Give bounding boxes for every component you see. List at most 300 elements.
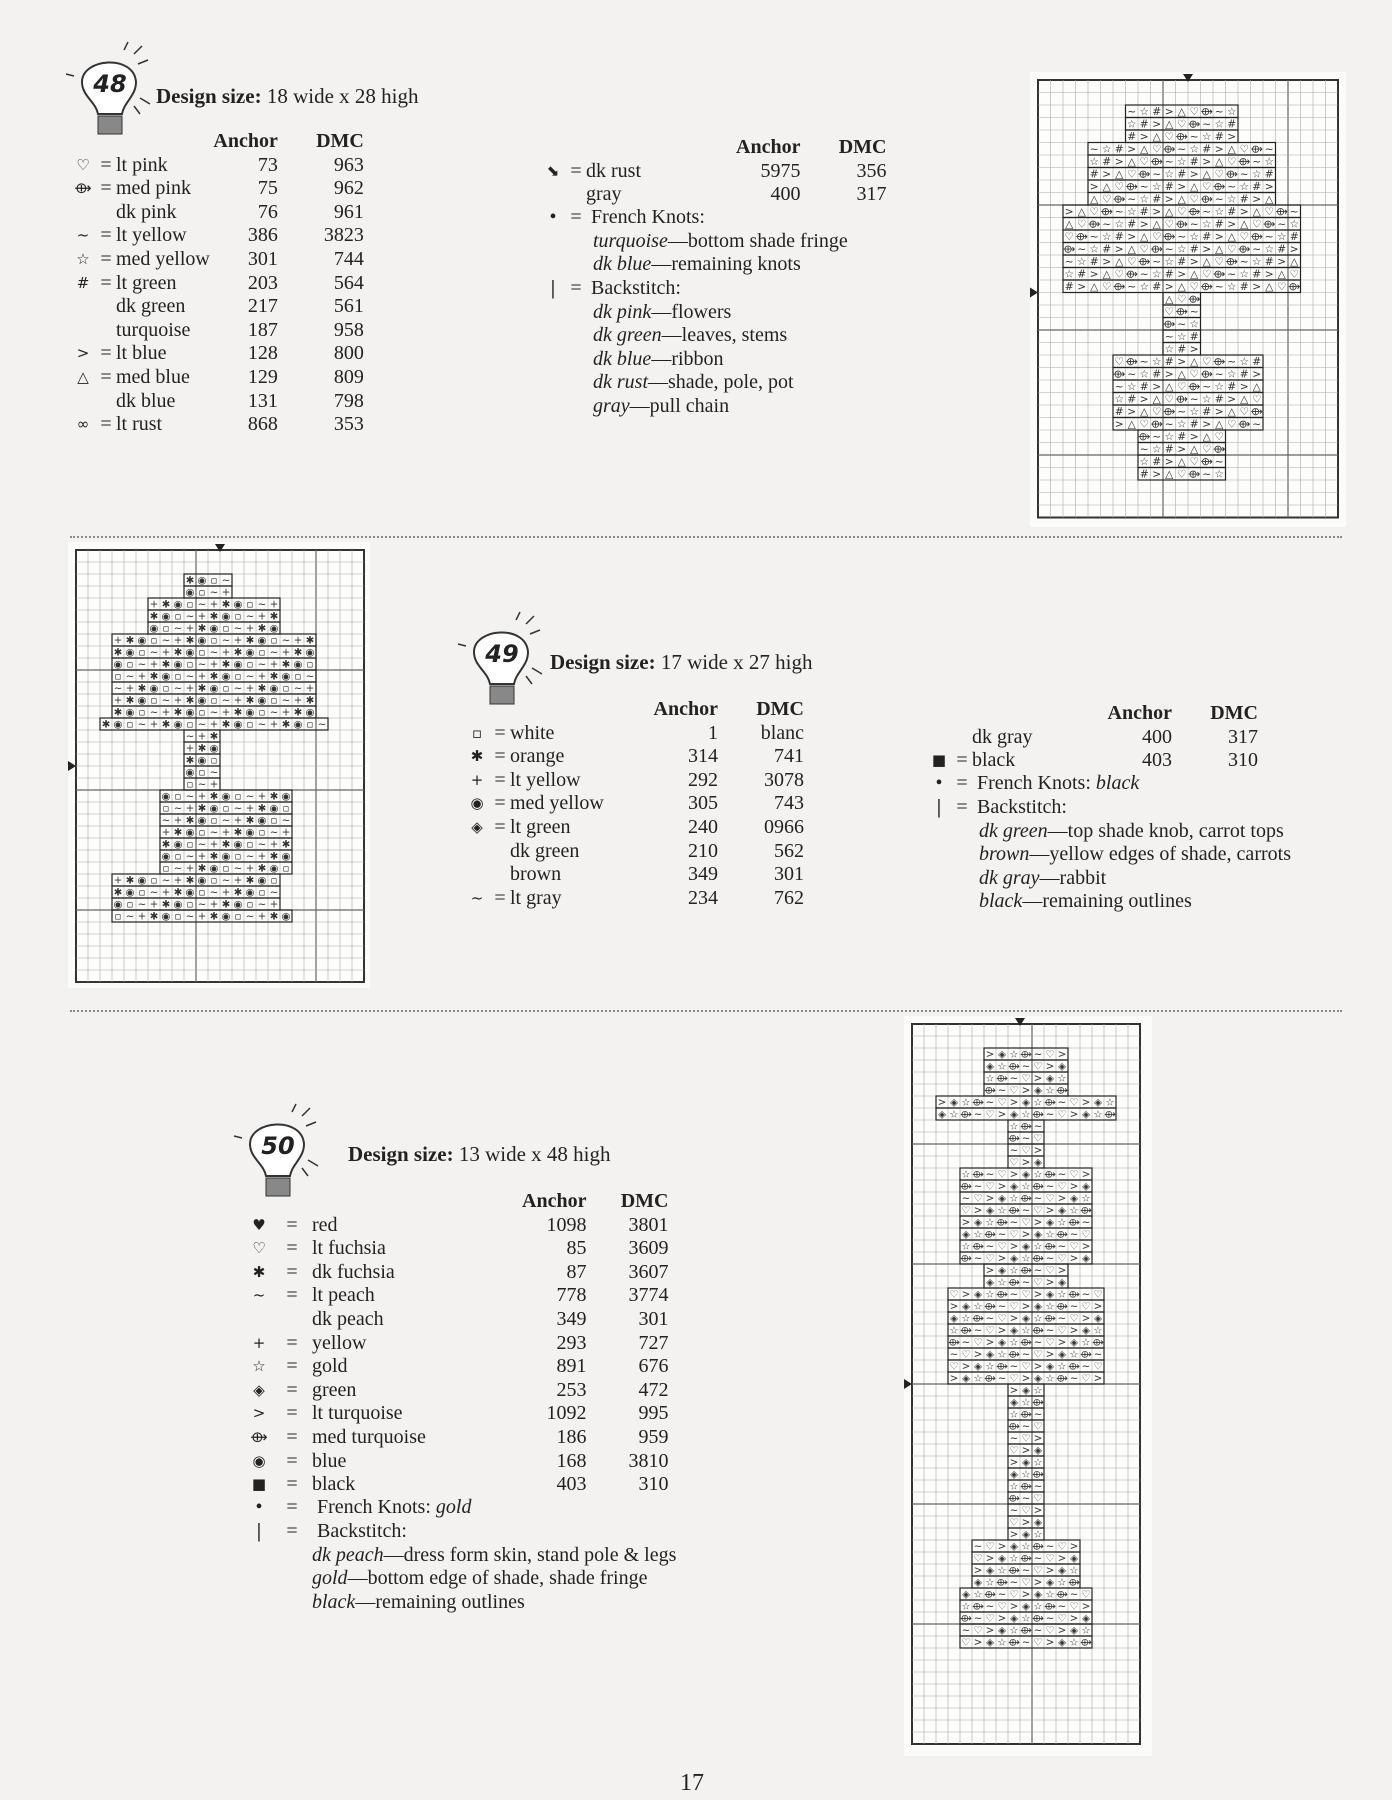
svg-text:~: ~ xyxy=(1164,417,1174,431)
svg-text:~: ~ xyxy=(1021,1637,1031,1649)
svg-text:◈: ◈ xyxy=(986,1205,994,1217)
svg-text:◉: ◉ xyxy=(137,875,147,887)
svg-text:>: > xyxy=(1069,1613,1079,1625)
svg-text:+: + xyxy=(221,827,231,839)
svg-text:~: ~ xyxy=(233,623,243,635)
svg-text:☆: ☆ xyxy=(961,1169,971,1181)
svg-text:△: △ xyxy=(1152,130,1161,143)
svg-text:✱: ✱ xyxy=(257,803,267,815)
svg-text:✱: ✱ xyxy=(245,815,255,827)
design-50-number: 50 xyxy=(261,1132,295,1160)
svg-text:>: > xyxy=(1033,1145,1043,1157)
svg-text:△: △ xyxy=(1202,167,1211,181)
svg-text:♡: ♡ xyxy=(1033,1565,1043,1577)
svg-text:◈: ◈ xyxy=(1022,1313,1030,1325)
svg-text:△: △ xyxy=(1102,267,1111,281)
svg-text:~: ~ xyxy=(185,611,195,623)
svg-text:~: ~ xyxy=(1045,1325,1055,1337)
svg-text:✱: ✱ xyxy=(185,755,195,767)
svg-text:☆: ☆ xyxy=(1139,455,1150,468)
svg-text:◈: ◈ xyxy=(938,1109,946,1121)
svg-text:>: > xyxy=(1189,167,1199,181)
svg-text:✱: ✱ xyxy=(233,887,243,899)
svg-text:◉: ◉ xyxy=(137,695,147,707)
svg-text:◉: ◉ xyxy=(197,875,207,887)
svg-text:~: ~ xyxy=(1009,1361,1019,1373)
svg-text:⟴: ⟴ xyxy=(1068,1577,1080,1589)
svg-text:+: + xyxy=(173,815,183,827)
equals-sign: = xyxy=(100,177,112,200)
svg-text:◉: ◉ xyxy=(113,899,123,911)
svg-text:>: > xyxy=(1045,1061,1055,1073)
svg-text:☆: ☆ xyxy=(1093,1109,1103,1121)
svg-text:⟴: ⟴ xyxy=(948,1337,960,1349)
svg-text:#: # xyxy=(1202,230,1212,243)
svg-text:⟴: ⟴ xyxy=(1213,267,1226,281)
svg-text:▫: ▫ xyxy=(198,827,206,839)
svg-text:>: > xyxy=(1009,1097,1019,1109)
svg-text:◉: ◉ xyxy=(281,911,291,923)
svg-text:⟴: ⟴ xyxy=(1250,142,1263,156)
svg-text:~: ~ xyxy=(209,767,219,779)
svg-text:+: + xyxy=(185,803,195,815)
french-knots-label: French Knots: xyxy=(591,206,705,228)
svg-text:⟴: ⟴ xyxy=(1008,1061,1020,1073)
equals-sign: = xyxy=(494,792,506,815)
svg-text:#: # xyxy=(1102,242,1112,256)
svg-text:+: + xyxy=(221,887,231,899)
anchor-number: 293 xyxy=(556,1331,587,1354)
stitch-color: turquoise xyxy=(593,229,668,252)
svg-text:◉: ◉ xyxy=(125,887,135,899)
backstitch-item xyxy=(979,820,1291,844)
svg-text:☆: ☆ xyxy=(985,1577,995,1589)
symbol-icon: ♡ xyxy=(252,1239,266,1258)
anchor-number: 186 xyxy=(556,1425,587,1448)
svg-text:◉: ◉ xyxy=(149,683,159,695)
svg-text:~: ~ xyxy=(1081,1361,1091,1373)
svg-text:▫: ▫ xyxy=(186,599,194,611)
svg-text:⟴: ⟴ xyxy=(960,1253,972,1265)
equals-sign: = xyxy=(494,745,506,768)
svg-text:☆: ☆ xyxy=(1045,1373,1055,1385)
svg-text:☆: ☆ xyxy=(1226,192,1237,206)
svg-text:>: > xyxy=(1093,1301,1103,1313)
svg-text:♡: ♡ xyxy=(1069,1097,1079,1109)
svg-text:☆: ☆ xyxy=(1264,242,1275,256)
svg-text:~: ~ xyxy=(305,671,315,683)
svg-text:⟴: ⟴ xyxy=(1125,355,1138,368)
svg-text:>: > xyxy=(1227,392,1237,406)
svg-text:~: ~ xyxy=(269,827,279,839)
svg-text:⟴: ⟴ xyxy=(1020,1265,1032,1277)
color-row xyxy=(246,1450,668,1474)
svg-text:~: ~ xyxy=(1139,180,1149,193)
svg-text:△: △ xyxy=(1090,192,1099,206)
symbol-icon: + xyxy=(470,770,484,789)
svg-text:>: > xyxy=(1177,442,1187,456)
equals-sign: = xyxy=(286,1378,298,1401)
dmc-number: 3609 xyxy=(628,1237,669,1260)
color-name: lt green xyxy=(510,815,571,838)
svg-text:♡: ♡ xyxy=(1009,1373,1019,1385)
svg-text:☆: ☆ xyxy=(1081,1193,1091,1205)
svg-text:⟴: ⟴ xyxy=(972,1313,984,1325)
symbol-icon: ∞ xyxy=(76,415,90,434)
svg-text:▫: ▫ xyxy=(162,803,170,815)
svg-text:♡: ♡ xyxy=(1201,355,1212,368)
svg-text:>: > xyxy=(1009,1169,1019,1181)
color-row xyxy=(464,816,804,840)
svg-text:☆: ☆ xyxy=(1064,267,1075,281)
svg-text:⟴: ⟴ xyxy=(1020,1481,1032,1493)
svg-text:☆: ☆ xyxy=(1164,167,1175,181)
svg-text:⟴: ⟴ xyxy=(1020,1409,1032,1421)
svg-text:⟴: ⟴ xyxy=(1032,1109,1044,1121)
anchor-number: 305 xyxy=(688,792,718,815)
svg-text:☆: ☆ xyxy=(1139,367,1150,381)
svg-text:◉: ◉ xyxy=(281,851,291,863)
svg-text:>: > xyxy=(997,1613,1007,1625)
svg-text:✱: ✱ xyxy=(221,899,231,911)
svg-text:~: ~ xyxy=(233,803,243,815)
symbol-icon: # xyxy=(76,273,90,292)
svg-text:◉: ◉ xyxy=(161,671,171,683)
svg-text:✱: ✱ xyxy=(125,635,135,647)
svg-text:◈: ◈ xyxy=(1034,1445,1042,1457)
svg-text:△: △ xyxy=(1190,267,1199,281)
svg-text:△: △ xyxy=(1140,142,1149,156)
svg-text:+: + xyxy=(233,635,243,647)
color-name: lt peach xyxy=(312,1284,375,1307)
svg-text:#: # xyxy=(1139,205,1149,218)
svg-text:☆: ☆ xyxy=(1189,405,1200,418)
svg-text:~: ~ xyxy=(1227,267,1237,281)
symbol-icon: ~ xyxy=(470,888,484,907)
svg-text:△: △ xyxy=(1190,180,1199,193)
svg-text:⟴: ⟴ xyxy=(960,1613,972,1625)
svg-text:△: △ xyxy=(1127,155,1136,168)
svg-text:~: ~ xyxy=(185,791,195,803)
svg-text:⟴: ⟴ xyxy=(1008,1565,1020,1577)
equals-sign: = xyxy=(286,1425,298,1448)
equals-sign: = xyxy=(494,886,506,909)
svg-text:☆: ☆ xyxy=(1164,430,1175,443)
design-48-size-label: Design size: xyxy=(156,84,262,108)
equals-sign: = xyxy=(286,1473,298,1496)
svg-text:~: ~ xyxy=(209,887,219,899)
svg-text:✱: ✱ xyxy=(113,647,123,659)
symbol-icon xyxy=(246,1308,272,1332)
svg-text:+: + xyxy=(257,611,267,623)
svg-text:#: # xyxy=(1252,267,1262,281)
stitch-area: —remaining outlines xyxy=(355,1590,525,1613)
svg-text:◈: ◈ xyxy=(998,1337,1006,1349)
symbol-icon: ☆ xyxy=(76,249,90,268)
svg-text:▫: ▫ xyxy=(126,719,134,731)
svg-text:~: ~ xyxy=(257,599,267,611)
svg-text:✱: ✱ xyxy=(101,719,111,731)
svg-text:♡: ♡ xyxy=(1126,255,1137,268)
svg-text:>: > xyxy=(973,1565,983,1577)
color-row xyxy=(464,722,804,746)
svg-text:⟴: ⟴ xyxy=(1075,230,1088,243)
svg-text:>: > xyxy=(1114,417,1124,431)
svg-text:♡: ♡ xyxy=(1021,1145,1031,1157)
anchor-number: 1092 xyxy=(546,1402,587,1425)
svg-text:⟴: ⟴ xyxy=(1175,305,1188,318)
svg-text:♡: ♡ xyxy=(1009,1085,1019,1097)
svg-text:~: ~ xyxy=(245,671,255,683)
svg-text:◉: ◉ xyxy=(233,719,243,731)
svg-text:♡: ♡ xyxy=(1251,217,1262,231)
svg-text:◈: ◈ xyxy=(986,1277,994,1289)
svg-text:~: ~ xyxy=(1021,1421,1031,1433)
svg-text:⟴: ⟴ xyxy=(1008,1421,1020,1433)
svg-text:#: # xyxy=(1089,167,1099,181)
dmc-number: 3810 xyxy=(628,1449,669,1472)
svg-text:~: ~ xyxy=(1164,330,1174,343)
svg-text:◈: ◈ xyxy=(986,1349,994,1361)
svg-text:+: + xyxy=(293,695,303,707)
svg-text:▫: ▫ xyxy=(150,635,158,647)
svg-text:#: # xyxy=(1239,192,1249,206)
svg-text:>: > xyxy=(1177,180,1187,193)
svg-text:△: △ xyxy=(1090,280,1099,293)
design-50-chart xyxy=(904,1016,1152,1756)
svg-text:+: + xyxy=(209,779,219,791)
svg-text:>: > xyxy=(937,1097,947,1109)
svg-text:~: ~ xyxy=(209,827,219,839)
svg-text:♡: ♡ xyxy=(1239,230,1250,243)
svg-text:◉: ◉ xyxy=(113,659,123,671)
svg-text:☆: ☆ xyxy=(1105,1097,1115,1109)
svg-text:>: > xyxy=(997,1541,1007,1553)
svg-text:~: ~ xyxy=(1114,205,1124,218)
french-knot-item xyxy=(593,253,848,277)
svg-text:+: + xyxy=(269,659,279,671)
backstitch-item xyxy=(312,1567,676,1591)
svg-text:>: > xyxy=(973,1205,983,1217)
design-50-size xyxy=(348,1142,610,1167)
svg-text:⟴: ⟴ xyxy=(996,1289,1008,1301)
svg-text:✱: ✱ xyxy=(257,683,267,695)
svg-text:>: > xyxy=(1057,1337,1067,1349)
svg-text:◈: ◈ xyxy=(1034,1157,1042,1169)
svg-text:▫: ▫ xyxy=(138,707,146,719)
svg-text:⟴: ⟴ xyxy=(1032,1181,1044,1193)
symbol-icon: ☆ xyxy=(252,1357,266,1376)
svg-text:+: + xyxy=(233,875,243,887)
svg-text:#: # xyxy=(1152,367,1162,381)
stitch-color: dk blue xyxy=(593,253,652,276)
svg-text:>: > xyxy=(1069,1541,1079,1553)
svg-text:✱: ✱ xyxy=(173,887,183,899)
svg-text:✱: ✱ xyxy=(233,647,243,659)
svg-text:▫: ▫ xyxy=(174,851,182,863)
svg-text:⟴: ⟴ xyxy=(1044,1241,1056,1253)
svg-text:+: + xyxy=(161,647,171,659)
svg-text:✱: ✱ xyxy=(161,839,171,851)
svg-text:>: > xyxy=(961,1217,971,1229)
dmc-number: 0966 xyxy=(764,815,804,838)
equals-sign: = xyxy=(286,1237,298,1260)
svg-text:☆: ☆ xyxy=(985,1073,995,1085)
svg-text:♡: ♡ xyxy=(1057,1253,1067,1265)
svg-text:♡: ♡ xyxy=(1009,1301,1019,1313)
svg-text:~: ~ xyxy=(245,791,255,803)
svg-text:♡: ♡ xyxy=(949,1289,959,1301)
col-dmc: DMC xyxy=(620,1190,669,1212)
backstitch-item xyxy=(593,371,794,395)
svg-text:♡: ♡ xyxy=(1239,405,1250,418)
svg-text:~: ~ xyxy=(1202,117,1212,131)
svg-text:♡: ♡ xyxy=(1226,155,1237,168)
svg-text:☆: ☆ xyxy=(1139,105,1150,118)
svg-text:~: ~ xyxy=(173,683,183,695)
svg-text:⟴: ⟴ xyxy=(1044,1313,1056,1325)
svg-text:✱: ✱ xyxy=(173,827,183,839)
svg-text:◉: ◉ xyxy=(281,791,291,803)
svg-text:△: △ xyxy=(1165,380,1174,393)
svg-text:♡: ♡ xyxy=(961,1637,971,1649)
dmc-number: 3774 xyxy=(628,1284,669,1307)
svg-text:▫: ▫ xyxy=(198,887,206,899)
svg-text:♡: ♡ xyxy=(1176,292,1187,306)
svg-text:~: ~ xyxy=(973,1253,983,1265)
svg-text:⟴: ⟴ xyxy=(1032,1613,1044,1625)
svg-text:◈: ◈ xyxy=(1022,1529,1030,1541)
color-name: black xyxy=(312,1473,356,1496)
svg-text:✱: ✱ xyxy=(113,707,123,719)
svg-text:⟴: ⟴ xyxy=(1080,1349,1092,1361)
svg-text:>: > xyxy=(1164,455,1174,468)
svg-text:+: + xyxy=(221,647,231,659)
equals-sign: = xyxy=(956,749,968,772)
svg-text:⟴: ⟴ xyxy=(1008,1277,1020,1289)
svg-text:~: ~ xyxy=(209,647,219,659)
anchor-number: 73 xyxy=(257,153,278,176)
svg-text:☆: ☆ xyxy=(1009,1121,1019,1133)
center-arrow-icon xyxy=(904,1379,912,1389)
svg-text:◉: ◉ xyxy=(293,719,303,731)
svg-text:~: ~ xyxy=(997,1373,1007,1385)
svg-text:♡: ♡ xyxy=(1276,280,1287,293)
color-name: lt green xyxy=(116,271,177,294)
svg-text:~: ~ xyxy=(185,731,195,743)
dmc-number: 744 xyxy=(333,247,364,270)
svg-text:⟴: ⟴ xyxy=(1032,1253,1044,1265)
svg-text:⟴: ⟴ xyxy=(1225,167,1238,181)
backstitch-item xyxy=(312,1544,676,1568)
svg-text:⟴: ⟴ xyxy=(1175,392,1188,406)
svg-text:◈: ◈ xyxy=(1082,1181,1090,1193)
color-name: dk gray xyxy=(972,725,1033,748)
svg-text:~: ~ xyxy=(197,719,207,731)
svg-text:☆: ☆ xyxy=(1033,1313,1043,1325)
color-name: lt yellow xyxy=(510,768,581,791)
svg-text:~: ~ xyxy=(1227,355,1237,368)
svg-text:~: ~ xyxy=(257,719,267,731)
svg-text:◈: ◈ xyxy=(1022,1385,1030,1397)
svg-text:>: > xyxy=(1239,205,1249,218)
svg-text:~: ~ xyxy=(1202,467,1212,481)
design-49-color-rows xyxy=(464,722,804,911)
svg-text:◈: ◈ xyxy=(1010,1613,1018,1625)
svg-text:#: # xyxy=(1289,230,1299,243)
equals-sign: = xyxy=(494,815,506,838)
svg-text:◉: ◉ xyxy=(245,827,255,839)
col-dmc: DMC xyxy=(316,130,364,152)
svg-text:⟴: ⟴ xyxy=(1113,280,1126,293)
svg-text:~: ~ xyxy=(137,659,147,671)
anchor-number: 403 xyxy=(1142,749,1172,772)
svg-text:◉: ◉ xyxy=(233,899,243,911)
svg-text:☆: ☆ xyxy=(1164,255,1175,268)
page-number: 17 xyxy=(680,1770,704,1796)
symbol-icon: △ xyxy=(77,367,89,386)
svg-text:◈: ◈ xyxy=(1022,1241,1030,1253)
svg-text:~: ~ xyxy=(1152,255,1162,268)
stitch-color: dk peach xyxy=(312,1543,384,1566)
symbol-icon: ▫ xyxy=(471,723,483,742)
svg-text:♡: ♡ xyxy=(1076,217,1087,231)
anchor-number: 349 xyxy=(688,863,718,886)
stitch-area: —yellow edges of shade, carrots xyxy=(1029,843,1291,866)
svg-text:~: ~ xyxy=(197,839,207,851)
svg-text:◈: ◈ xyxy=(1094,1097,1102,1109)
svg-text:>: > xyxy=(1069,1253,1079,1265)
svg-text:#: # xyxy=(1214,392,1224,406)
svg-text:✱: ✱ xyxy=(161,599,171,611)
svg-text:~: ~ xyxy=(1045,1253,1055,1265)
svg-text:✱: ✱ xyxy=(149,611,159,623)
svg-text:⟴: ⟴ xyxy=(1263,217,1276,231)
equals-sign: = xyxy=(100,153,112,176)
svg-text:⟴: ⟴ xyxy=(972,1601,984,1613)
svg-text:~: ~ xyxy=(1077,242,1087,256)
backstitch-item xyxy=(979,843,1291,867)
svg-text:☆: ☆ xyxy=(973,1301,983,1313)
french-knots-label: French Knots: xyxy=(977,772,1091,794)
anchor-number: 168 xyxy=(556,1449,587,1472)
svg-text:~: ~ xyxy=(997,1301,1007,1313)
svg-text:♡: ♡ xyxy=(1057,1181,1067,1193)
svg-text:♡: ♡ xyxy=(973,1193,983,1205)
svg-text:▫: ▫ xyxy=(174,671,182,683)
svg-text:+: + xyxy=(173,875,183,887)
svg-text:+: + xyxy=(245,803,255,815)
svg-text:~: ~ xyxy=(149,887,159,899)
svg-text:⟴: ⟴ xyxy=(1032,1397,1044,1409)
stitch-area: —shade, pole, pot xyxy=(648,371,794,394)
svg-text:>: > xyxy=(1264,180,1274,193)
anchor-number: 1 xyxy=(708,721,718,744)
svg-text:+: + xyxy=(185,743,195,755)
svg-text:♡: ♡ xyxy=(1033,1277,1043,1289)
svg-text:~: ~ xyxy=(1139,267,1149,281)
dmc-number: 472 xyxy=(638,1378,669,1401)
svg-text:~: ~ xyxy=(221,875,231,887)
anchor-number: 129 xyxy=(247,365,278,388)
svg-text:♡: ♡ xyxy=(1214,430,1225,443)
svg-text:⟴: ⟴ xyxy=(1056,1373,1068,1385)
svg-text:✱: ✱ xyxy=(149,671,159,683)
stitch-color: dk gray xyxy=(979,866,1040,889)
french-knot-icon: • xyxy=(549,206,557,228)
stitch-area: —pull chain xyxy=(629,394,730,417)
svg-text:⟴: ⟴ xyxy=(1104,1109,1116,1121)
